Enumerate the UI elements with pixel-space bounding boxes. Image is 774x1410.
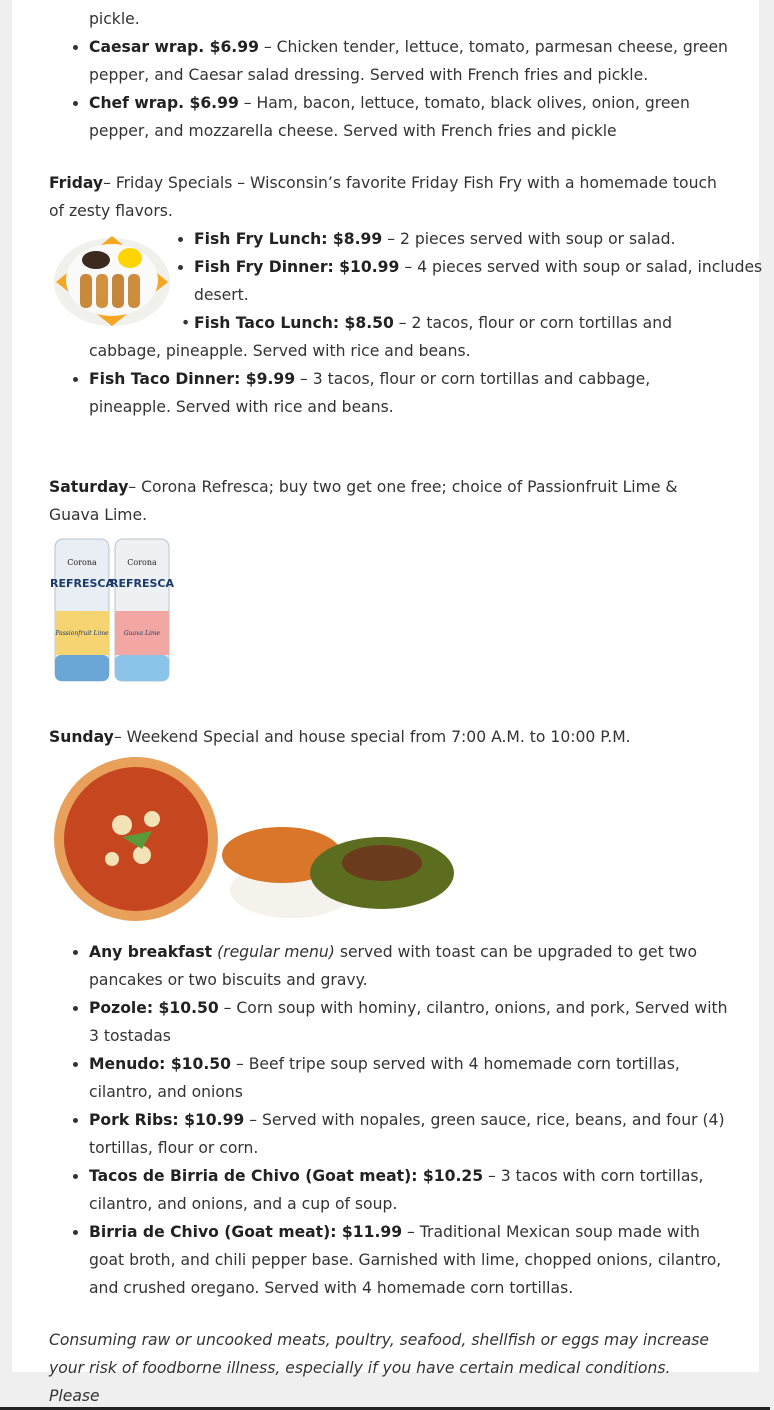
wrap-list: [49, 33, 729, 145]
corona-refresca-cans-image: [52, 535, 172, 685]
list-item: • Menudo: $10.50 – Beef tripe soup served with 4 homemade corn tortillas, cilantro, and onions: [89, 1050, 729, 1106]
disclaimer: Consuming raw or uncooked meats, poultry, seafood, shellfish or eggs may increase your risk of foodborne illness, especially if you have certain medical conditions. Please: [49, 1331, 710, 1405]
list-item: • Birria de Chivo (Goat meat): $11.99 – Traditional Mexican soup made with goat broth, and chili pepper base. Garnished with lime, chopped onions, cilantro, and crushed oregano. Served with 4 homemade corn tortillas.: [89, 1218, 729, 1302]
friday-list-b: [49, 309, 719, 365]
page: [12, 0, 763, 1405]
list-item: • Fish Taco Lunch: $8.50 – 2 tacos, flour or corn tortillas and cabbage, pineapple. Served with rice and beans.: [89, 314, 673, 360]
can-name-text: REFRESCA: [50, 577, 114, 590]
can-brand-text: Corona: [127, 558, 157, 567]
sunday-heading: Sunday– Weekend Special and house special from 7:00 A.M. to 10:00 P.M.: [49, 728, 631, 746]
sunday-food-image: [52, 755, 462, 925]
friday-list-c: [49, 365, 729, 421]
list-item: • Any breakfast (regular menu) served with toast can be upgraded to get two pancakes or two biscuits and gravy.: [89, 938, 729, 994]
can-brand-text: Corona: [67, 558, 97, 567]
list-item: • Tacos de Birria de Chivo (Goat meat): $10.25 – 3 tacos with corn tortillas, cilantro, and onions, and a cup of soup.: [89, 1162, 729, 1218]
list-item: • Fish Fry Dinner: $10.99 – 4 pieces served with soup or salad, includes desert.: [194, 253, 774, 309]
sunday-list: [49, 938, 729, 1302]
previous-item-tail: pickle.: [89, 10, 140, 28]
list-item: • Chef wrap. $6.99 – Ham, bacon, lettuce, tomato, black olives, onion, green pepper, and mozzarella cheese. Served with French fries and pickle: [89, 89, 729, 145]
friday-list-a: [154, 225, 774, 309]
can-flavor-text: Passionfruit Lime: [55, 630, 109, 637]
can-name-text: REFRESCA: [110, 577, 174, 590]
list-item: • Fish Taco Dinner: $9.99 – 3 tacos, flour or corn tortillas and cabbage, pineapple. Served with rice and beans.: [89, 365, 729, 421]
list-item: • Caesar wrap. $6.99 – Chicken tender, lettuce, tomato, parmesan cheese, green pepper, and Caesar salad dressing. Served with French fries and pickle.: [89, 33, 729, 89]
list-item: • Pork Ribs: $10.99 – Served with nopales, green sauce, rice, beans, and four (4) tortillas, flour or corn.: [89, 1106, 729, 1162]
saturday-heading: Saturday– Corona Refresca; buy two get one free; choice of Passionfruit Lime & Guava Lime.: [49, 478, 678, 524]
can-flavor-text: Guava Lime: [123, 630, 161, 637]
list-item: • Fish Fry Lunch: $8.99 – 2 pieces served with soup or salad.: [194, 225, 774, 253]
friday-heading: Friday– Friday Specials – Wisconsin’s favorite Friday Fish Fry with a homemade touch of zesty flavors.: [49, 174, 717, 220]
list-item: • Pozole: $10.50 – Corn soup with hominy, cilantro, onions, and pork, Served with 3 tostadas: [89, 994, 729, 1050]
